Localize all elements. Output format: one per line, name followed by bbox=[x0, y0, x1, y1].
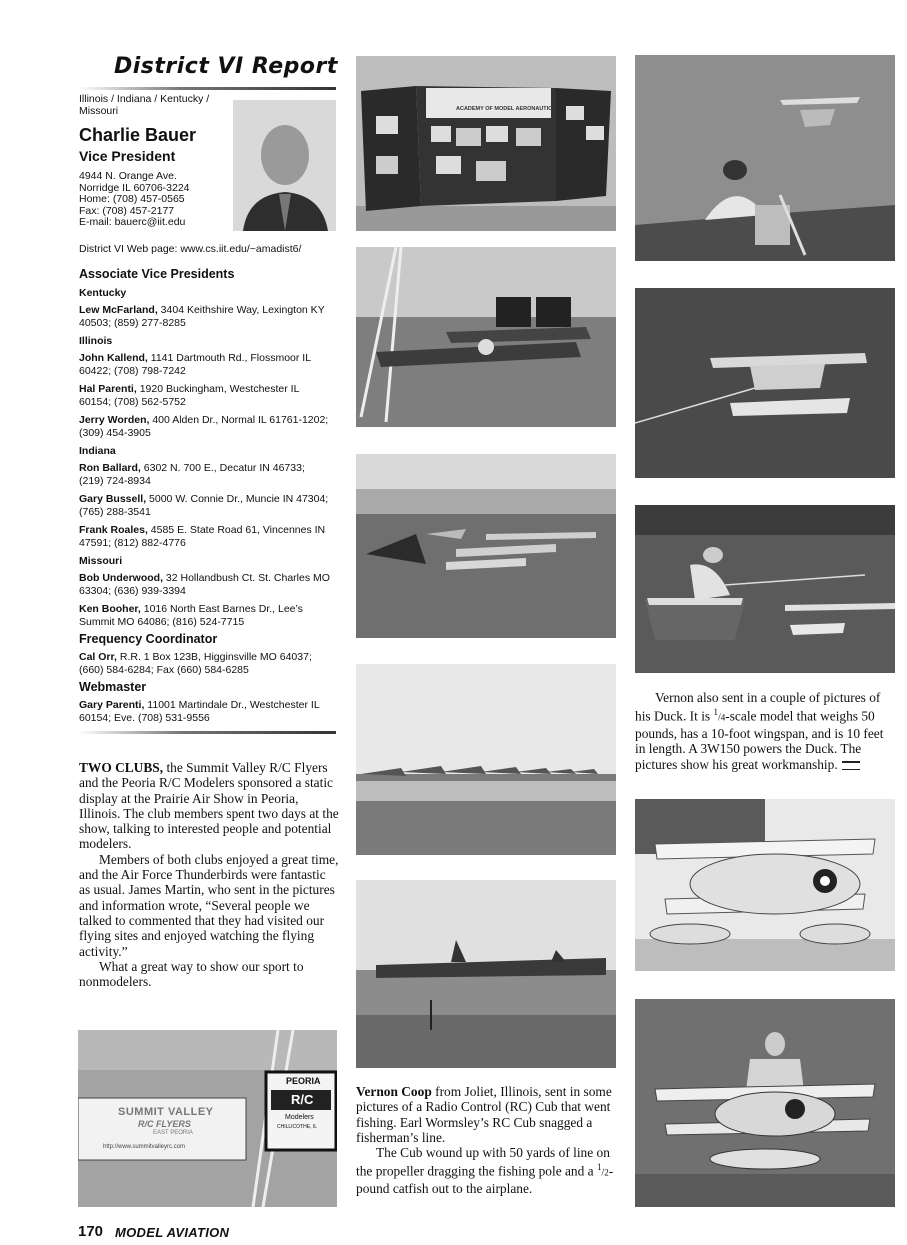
vp-portrait bbox=[233, 100, 336, 231]
associate-info: 6302 N. 700 E., Decatur IN 46733; (219) 724-8934 bbox=[79, 462, 305, 487]
article-text: The Cub wound up with 50 yards of line on the propeller dragging the fishing pole and a bbox=[356, 1145, 610, 1179]
vp-address-line: Fax: (708) 457-2177 bbox=[79, 204, 175, 217]
frequency-name: Cal Orr, bbox=[79, 651, 117, 663]
associate-info: 4585 E. State Road 61, Vincennes IN 47591; (812) 882-4776 bbox=[79, 524, 326, 549]
vp-address bbox=[79, 171, 190, 229]
page-number: 170 bbox=[78, 1223, 104, 1240]
district-web-page: District VI Web page: www.cs.iit.edu/~amadist6/ bbox=[79, 243, 302, 255]
peoria-sign-modelers: Modelers bbox=[285, 1114, 314, 1121]
header-rule bbox=[78, 87, 336, 90]
peoria-sign-city: CHILLICOTHE, IL bbox=[277, 1124, 318, 1130]
duck-biplane-photo bbox=[635, 799, 895, 971]
fisherman-lake-photo bbox=[635, 55, 895, 261]
article-duck bbox=[635, 690, 897, 772]
associate-name: Gary Bussell, bbox=[79, 493, 147, 505]
military-aircraft-photo bbox=[356, 880, 616, 1068]
article-two-clubs bbox=[79, 760, 339, 989]
webmaster-name: Gary Parenti, bbox=[79, 699, 145, 711]
associate-info: 1141 Dartmouth Rd., Flossmoor IL 60422; (708) 798-7242 bbox=[79, 352, 311, 377]
associate-entry bbox=[79, 493, 331, 518]
peoria-sign-rc: R/C bbox=[291, 1092, 314, 1107]
ama-display-photo bbox=[356, 56, 616, 231]
associate-info: 3404 Keithshire Way, Lexington KY 40503; (859) 277-8285 bbox=[79, 304, 325, 329]
frequency-heading: Frequency Coordinator bbox=[79, 632, 218, 646]
associate-name: Ron Ballard, bbox=[79, 462, 141, 474]
associate-info: 1016 North East Barnes Dr., Lee’s Summit MO 64086; (816) 524-7715 bbox=[79, 603, 303, 628]
article-text: from Joliet, Illinois, sent in some pictures of a Radio Control (RC) Cub that went fishing. Earl Wormsley’s RC Cub snagged a fisherman’s line. bbox=[356, 1084, 612, 1145]
fishing-boat-photo bbox=[635, 505, 895, 673]
vp-title: Vice President bbox=[79, 148, 176, 164]
webmaster-heading: Webmaster bbox=[79, 680, 147, 694]
club-signs-photo bbox=[78, 1030, 337, 1207]
ama-banner-text: ACADEMY OF MODEL AERONAUTICS bbox=[456, 106, 556, 112]
state-kentucky: Kentucky bbox=[79, 287, 127, 299]
associate-name: Lew McFarland, bbox=[79, 304, 158, 316]
article-paragraph: Vernon also sent in a couple of pictures of his Duck. It is $^1$/4-scale model that weighs 50 pounds, has a 10-foot wingspan, and is 10 feet in length. A 3W150 powers the Duck. The pictures show his great workmanship. bbox=[635, 690, 884, 772]
associate-name: John Kallend, bbox=[79, 352, 148, 364]
associate-entry bbox=[79, 383, 331, 408]
summit-valley-sign-url: http://www.summitvalleyrc.com bbox=[103, 1144, 186, 1150]
associates-block bbox=[79, 267, 331, 724]
article-lead: TWO CLUBS, bbox=[79, 760, 164, 775]
end-mark-icon bbox=[842, 761, 860, 770]
fraction-numerator: 1 bbox=[713, 707, 718, 718]
associate-entry bbox=[79, 462, 331, 487]
vp-address-line: E-mail: bauerc@iit.edu bbox=[79, 216, 186, 228]
fraction-denominator: 4 bbox=[720, 712, 726, 723]
article-paragraph: What a great way to show our sport to nonmodelers. bbox=[79, 958, 304, 990]
article-text: Vernon also sent in a couple of pictures of his Duck. It is bbox=[635, 690, 881, 724]
associate-entry bbox=[79, 603, 331, 628]
article-text: -pound catfish out to the airplane. bbox=[356, 1163, 614, 1197]
cub-floatplane-photo bbox=[635, 288, 895, 478]
section-rule bbox=[78, 731, 336, 734]
article-vernon-coop bbox=[356, 1084, 618, 1197]
vp-address-line: 4944 N. Orange Ave. bbox=[79, 170, 177, 182]
associates-heading: Associate Vice Presidents bbox=[79, 267, 235, 281]
associate-name: Hal Parenti, bbox=[79, 383, 137, 395]
article-text: the Summit Valley R/C Flyers and the Peoria R/C Modelers sponsored a static display at the Prairie Air Show in Peoria, Illinois. The club members spent two days at the show, talking to interested people and potential modelers. bbox=[79, 760, 339, 852]
associate-info: 5000 W. Connie Dr., Muncie IN 47304; (765) 288-3541 bbox=[79, 493, 329, 518]
fraction-numerator: 1 bbox=[596, 1162, 602, 1173]
state-indiana: Indiana bbox=[79, 445, 116, 457]
associate-entry bbox=[79, 414, 331, 439]
associate-name: Ken Booher, bbox=[79, 603, 141, 615]
webmaster-info: 11001 Martindale Dr., Westchester IL 60154; Eve. (708) 531-9556 bbox=[79, 699, 320, 724]
vp-address-line: Home: (708) 457-0565 bbox=[79, 193, 185, 205]
magazine-name: MODEL AVIATION bbox=[115, 1225, 230, 1240]
article-text: -scale model that weighs 50 pounds, has a 10-foot wingspan, and is 10 feet in length. A 3W150 powers the Duck. The pictures show his great workmanship. bbox=[635, 708, 884, 772]
article-paragraph bbox=[356, 1084, 618, 1145]
state-missouri: Missouri bbox=[79, 555, 123, 567]
warbird-model-photo bbox=[356, 247, 616, 427]
vp-address-line: Norridge IL 60706-3224 bbox=[79, 181, 190, 194]
model-fleet-photo bbox=[356, 454, 616, 638]
associate-info: 1920 Buckingham, Westchester IL 60154; (708) 562-5752 bbox=[79, 383, 300, 408]
vp-name: Charlie Bauer bbox=[79, 125, 197, 145]
district-states: Illinois / Indiana / Kentucky / Missouri bbox=[79, 93, 210, 117]
article-paragraph: The Cub wound up with 50 yards of line on the propeller dragging the fishing pole and a $^1$/2-pound catfish out to the airplane. bbox=[356, 1145, 614, 1197]
fraction-denominator: 2 bbox=[604, 1167, 609, 1178]
frequency-info: R.R. 1 Box 123B, Higginsville MO 64037; (660) 584-6284; Fax (660) 584-6285 bbox=[79, 651, 312, 676]
associate-entry bbox=[79, 524, 331, 549]
summit-valley-sign-subtitle: R/C FLYERS bbox=[138, 1119, 191, 1129]
associate-entry bbox=[79, 304, 331, 329]
article-paragraph bbox=[79, 760, 339, 852]
state-illinois: Illinois bbox=[79, 335, 113, 347]
article-paragraph: Members of both clubs enjoyed a great time, and the Air Force Thunderbirds were fantastic as usual. James Martin, who sent in the pictures and information wrote, “Several people we talked to commented that they had visited our flying sites and enjoyed watching the flying activity.” bbox=[79, 851, 339, 959]
associate-entry bbox=[79, 352, 331, 377]
summit-valley-sign-city: EAST PEORIA bbox=[153, 1130, 193, 1136]
summit-valley-sign-title: SUMMIT VALLEY bbox=[118, 1106, 214, 1118]
associate-entry bbox=[79, 572, 331, 597]
peoria-sign-title: PEORIA bbox=[286, 1076, 321, 1086]
webmaster-entry bbox=[79, 699, 331, 724]
associate-info: 400 Alden Dr., Normal IL 61761-1202; (309) 454-3905 bbox=[79, 414, 329, 439]
thunderbirds-lineup-photo bbox=[356, 664, 616, 855]
duck-on-water-photo bbox=[635, 999, 895, 1207]
article-lead: Vernon Coop bbox=[356, 1084, 432, 1099]
associate-info: 32 Hollandbush Ct. St. Charles MO 63304; (636) 939-3394 bbox=[79, 572, 330, 597]
frequency-entry bbox=[79, 651, 331, 676]
associate-name: Frank Roales, bbox=[79, 524, 148, 536]
associate-name: Jerry Worden, bbox=[79, 414, 150, 426]
associate-name: Bob Underwood, bbox=[79, 572, 163, 584]
report-title: District VI Report bbox=[114, 54, 338, 79]
